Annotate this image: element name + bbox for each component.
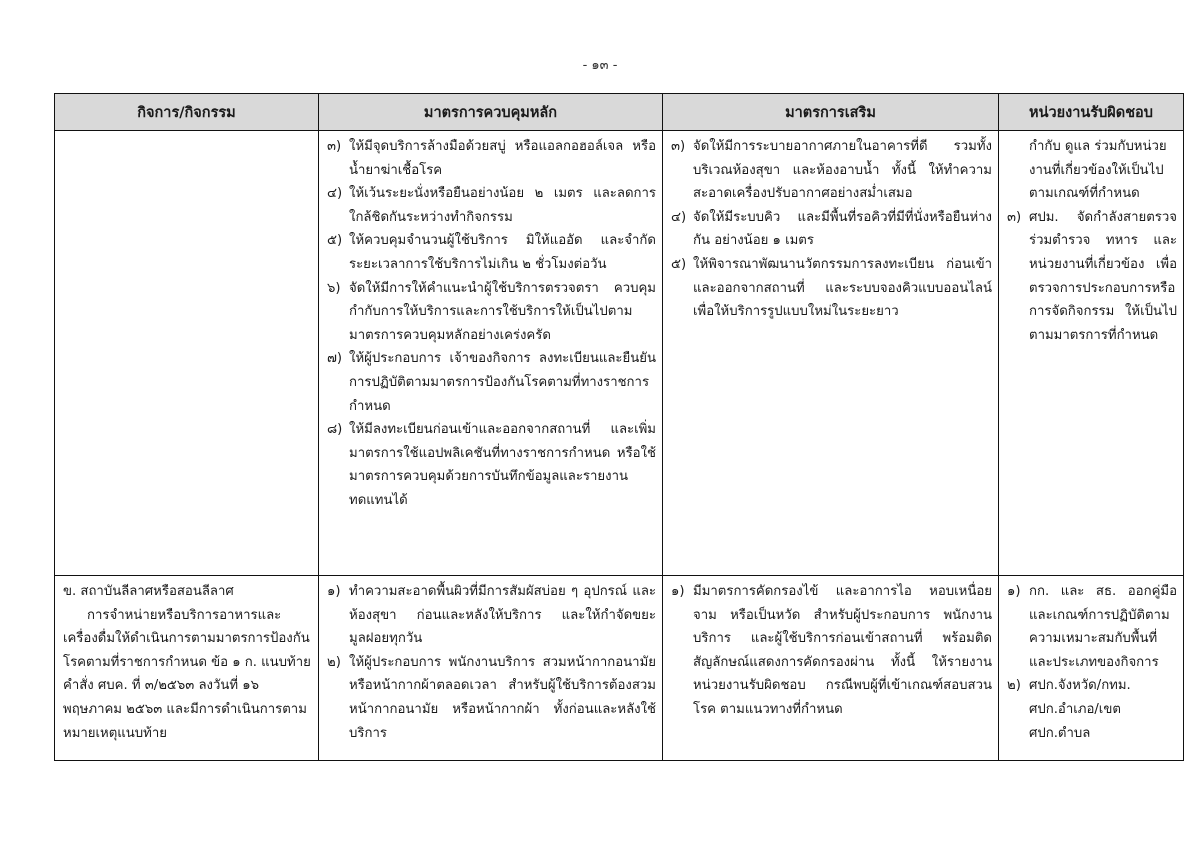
extra-measures-cell — [663, 131, 999, 576]
table-row — [55, 576, 1184, 761]
responsible-item: ๓) ศปม. จัดกำลังสายตรวจร่วมตำรวจ ทหาร และหน่วยงานที่เกี่ยวข้อง เพื่อตรวจการประกอบการหรือการจัดกิจกรรม ให้เป็นไปตามมาตรการที่กำหนด — [1007, 209, 1177, 343]
responsible-item: ๒) ศปก.จังหวัด/กทม. ศปก.อำเภอ/เขต ศปก.ตำบล — [1007, 678, 1131, 741]
measure-item: ๓) จัดให้มีการระบายอากาศภายในอาคารที่ดี รวมทั้งบริเวณห้องสุขา และห้องอาบน้ำ ทั้งนี้ ให้ทำความสะอาดเครื่องปรับอากาศอย่างสม่ำเสมอ — [671, 139, 992, 202]
measure-item: ๔) ให้เว้นระยะนั่งหรือยืนอย่างน้อย ๒ เมตร และลดการใกล้ชิดกันระหว่างทำกิจกรรม — [327, 186, 656, 225]
measure-item: ๑) มีมาตรการคัดกรองไข้ และอาการไอ หอบเหนื่อย จาม หรือเป็นหวัด สำหรับผู้ประกอบการ พนักงานบริการ และผู้ใช้บริการก่อนเข้าสถานที่ พร้อมติดสัญลักษณ์แสดงการคัดกรองผ่าน ทั้งนี้ ให้รายงานหน่วยงานรับผิดชอบ กรณีพบผู้ที่เข้าเกณฑ์สอบสวนโรค ตามแนวทางที่กำหนด — [671, 584, 992, 717]
activity-cell — [55, 131, 319, 576]
responsible-cell — [999, 131, 1184, 576]
header-extra-measures: มาตรการเสริม — [663, 94, 999, 131]
responsible-continuation: กำกับ ดูแล ร่วมกับหน่วยงานที่เกี่ยวข้องให้เป็นไปตามเกณฑ์ที่กำหนด — [1029, 139, 1167, 202]
extra-measures-cell — [663, 576, 999, 761]
measure-item: ๕) ให้พิจารณาพัฒนานวัตกรรมการลงทะเบียน ก่อนเข้าและออกจากสถานที่ และระบบจองคิวแบบออนไลน์ เพื่อให้บริการรูปแบบใหม่ในระยะยาว — [671, 256, 992, 320]
table-header-row — [55, 94, 1184, 131]
page-number: - ๑๓ - — [582, 58, 618, 73]
measures-table — [54, 93, 1184, 761]
measure-item: ๖) จัดให้มีการให้คำแนะนำผู้ใช้บริการตรวจตรา ควบคุม กำกับการให้บริการและการใช้บริการให้เป็นไปตามมาตรการควบคุมหลักอย่างเคร่งครัด — [327, 280, 656, 343]
responsible-item: ๑) กก. และ สธ. ออกคู่มือและเกณฑ์การปฏิบัติตามความเหมาะสมกับพื้นที่และประเภทของกิจการ — [1007, 584, 1177, 670]
activity-title: ข. สถาบันลีลาศหรือสอนลีลาศ — [63, 584, 234, 599]
header-responsible: หน่วยงานรับผิดชอบ — [999, 94, 1184, 131]
main-measures-cell — [319, 576, 663, 761]
measure-item: ๘) ให้มีลงทะเบียนก่อนเข้าและออกจากสถานที่ และเพิ่มมาตรการใช้แอปพลิเคชันที่ทางราชการกำหนด หรือใช้มาตรการควบคุมด้วยการบันทึกข้อมูลและรายงานทดแทนได้ — [327, 422, 656, 508]
header-activity: กิจการ/กิจกรรม — [55, 94, 319, 131]
header-main-measures: มาตรการควบคุมหลัก — [319, 94, 663, 131]
measure-item: ๓) ให้มีจุดบริการล้างมือด้วยสบู่ หรือแอลกอฮอล์เจล หรือน้ำยาฆ่าเชื้อโรค — [327, 139, 656, 178]
measure-item: ๕) ให้ควบคุมจำนวนผู้ใช้บริการ มิให้แออัด และจำกัดระยะเวลาการใช้บริการไม่เกิน ๒ ชั่วโมงต่อวัน — [327, 233, 656, 272]
measure-item: ๔) จัดให้มีระบบคิว และมีพื้นที่รอคิวที่มีที่นั่งหรือยืนห่างกัน อย่างน้อย ๑ เมตร — [671, 209, 992, 249]
activity-body: การจำหน่ายหรือบริการอาหารและเครื่องดื่มให้ดำเนินการตามมาตรการป้องกันโรคตามที่ราชการกำหนด ข้อ ๑ ก. แนบท้ายคำสั่ง ศบค. ที่ ๓/๒๕๖๓ ลงวันที่ ๑๖ พฤษภาคม ๒๕๖๓ และมีการดำเนินการตามหมายเหตุแนบท้าย — [63, 607, 311, 741]
measure-item: ๑) ทำความสะอาดพื้นผิวที่มีการสัมผัสบ่อย ๆ อุปกรณ์ และห้องสุขา ก่อนและหลังให้บริการ และให้กำจัดขยะมูลฝอยทุกวัน — [327, 584, 656, 647]
main-measures-cell — [319, 131, 663, 576]
activity-cell — [55, 576, 319, 761]
measure-item: ๒) ให้ผู้ประกอบการ พนักงานบริการ สวมหน้ากากอนามัย หรือหน้ากากผ้าตลอดเวลา สำหรับผู้ใช้บริการต้องสวมหน้ากากอนามัย หรือหน้ากากผ้า ทั้งก่อนและหลังใช้บริการ — [327, 654, 656, 741]
table-row — [55, 131, 1184, 576]
measure-item: ๗) ให้ผู้ประกอบการ เจ้าของกิจการ ลงทะเบียนและยืนยันการปฏิบัติตามมาตรการป้องกันโรคตามที่ทางราชการกำหนด — [327, 351, 656, 414]
responsible-cell — [999, 576, 1184, 761]
